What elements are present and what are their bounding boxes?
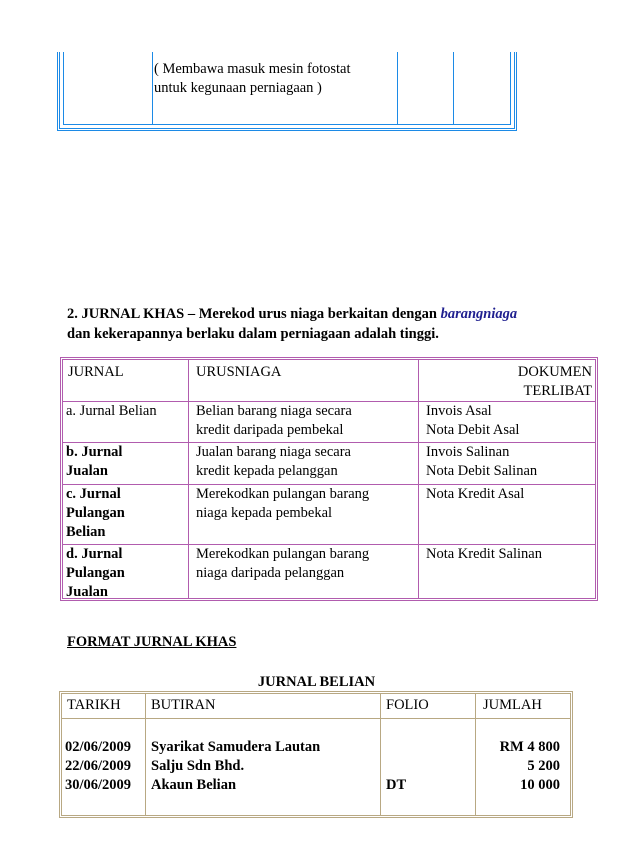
table-row: Salju Sdn Bhd. — [151, 758, 245, 774]
jurnal-name: Jualan — [66, 584, 108, 600]
jurnal-name: Belian — [66, 524, 106, 540]
cell-line: niaga daripada pelanggan — [196, 565, 345, 581]
table-row — [66, 402, 157, 421]
table-row: 02/06/2009 — [65, 739, 132, 755]
folio-value: DT — [386, 777, 407, 793]
header-jumlah: JUMLAH — [483, 697, 542, 713]
header-dokumen-line: DOKUMEN — [517, 364, 592, 380]
dokumen-cell — [426, 545, 542, 564]
cell-line: Invois Asal — [426, 403, 492, 419]
cell-line: niaga kepada pembekal — [196, 505, 333, 521]
table-row — [66, 485, 125, 542]
table-row: 5 200 — [527, 758, 560, 774]
section-heading — [67, 304, 607, 344]
note-line: untuk kegunaan perniagaan ) — [154, 80, 322, 96]
header-urusniaga: URUSNIAGA — [196, 364, 282, 380]
urusniaga-cell — [196, 402, 352, 440]
jumlah-column — [482, 738, 560, 795]
table-row: 22/06/2009 — [65, 758, 132, 774]
jurnal-name: d. Jurnal — [66, 546, 123, 562]
heading-emphasis: barangniaga — [440, 306, 518, 322]
butiran-column — [151, 738, 320, 795]
cell-line: Nota Kredit Salinan — [426, 546, 542, 562]
jurnal-name: Pulangan — [66, 505, 125, 521]
table-row: 30/06/2009 — [65, 777, 132, 793]
cell-line: kredit daripada pembekal — [196, 422, 344, 438]
journal-table — [60, 357, 598, 601]
dokumen-cell — [426, 485, 524, 504]
header-tarikh: TARIKH — [67, 697, 121, 713]
cell-line: Jualan barang niaga secara — [196, 444, 351, 460]
header-dokumen-line: TERLIBAT — [523, 383, 592, 399]
header-butiran: BUTIRAN — [151, 697, 216, 713]
tarikh-column — [65, 738, 131, 795]
jurnal-name: c. Jurnal — [66, 486, 121, 502]
note-line: ( Membawa masuk mesin fotostat — [154, 61, 351, 77]
heading-line2: dan kekerapannya berlaku dalam perniagaan adalah tinggi. — [67, 326, 439, 342]
cell-line: Nota Debit Asal — [426, 422, 520, 438]
ledger-table — [59, 691, 573, 818]
urusniaga-cell — [196, 545, 369, 583]
jurnal-name: b. Jurnal — [66, 444, 123, 460]
top-table-note — [154, 60, 351, 98]
jurnal-name: Pulangan — [66, 565, 125, 581]
jurnal-name: Jualan — [66, 463, 108, 479]
cell-line: kredit kepada pelanggan — [196, 463, 338, 479]
table-row: 10 000 — [520, 777, 560, 793]
header-dokumen — [422, 363, 592, 401]
heading-prefix: 2. JURNAL KHAS – Merekod urus niaga berkaitan dengan — [67, 306, 441, 322]
cell-line: Belian barang niaga secara — [196, 403, 352, 419]
table-row: Syarikat Samudera Lautan — [151, 739, 321, 755]
table-row — [66, 545, 125, 602]
urusniaga-cell — [196, 443, 351, 481]
cell-line: Merekodkan pulangan barang — [196, 546, 370, 562]
format-heading: FORMAT JURNAL KHAS — [67, 634, 237, 650]
urusniaga-cell — [196, 485, 369, 523]
journal-title: JURNAL BELIAN — [257, 674, 376, 690]
table-row: RM 4 800 — [499, 739, 560, 755]
header-jurnal: JURNAL — [68, 364, 124, 380]
table-row: Akaun Belian — [151, 777, 237, 793]
cell-line: Merekodkan pulangan barang — [196, 486, 370, 502]
dokumen-cell — [426, 443, 537, 481]
cell-line: Nota Debit Salinan — [426, 463, 538, 479]
table-row — [66, 443, 122, 481]
jurnal-name: a. Jurnal Belian — [66, 403, 157, 419]
header-folio: FOLIO — [386, 697, 429, 713]
cell-line: Nota Kredit Asal — [426, 486, 525, 502]
dokumen-cell — [426, 402, 519, 440]
cell-line: Invois Salinan — [426, 444, 510, 460]
